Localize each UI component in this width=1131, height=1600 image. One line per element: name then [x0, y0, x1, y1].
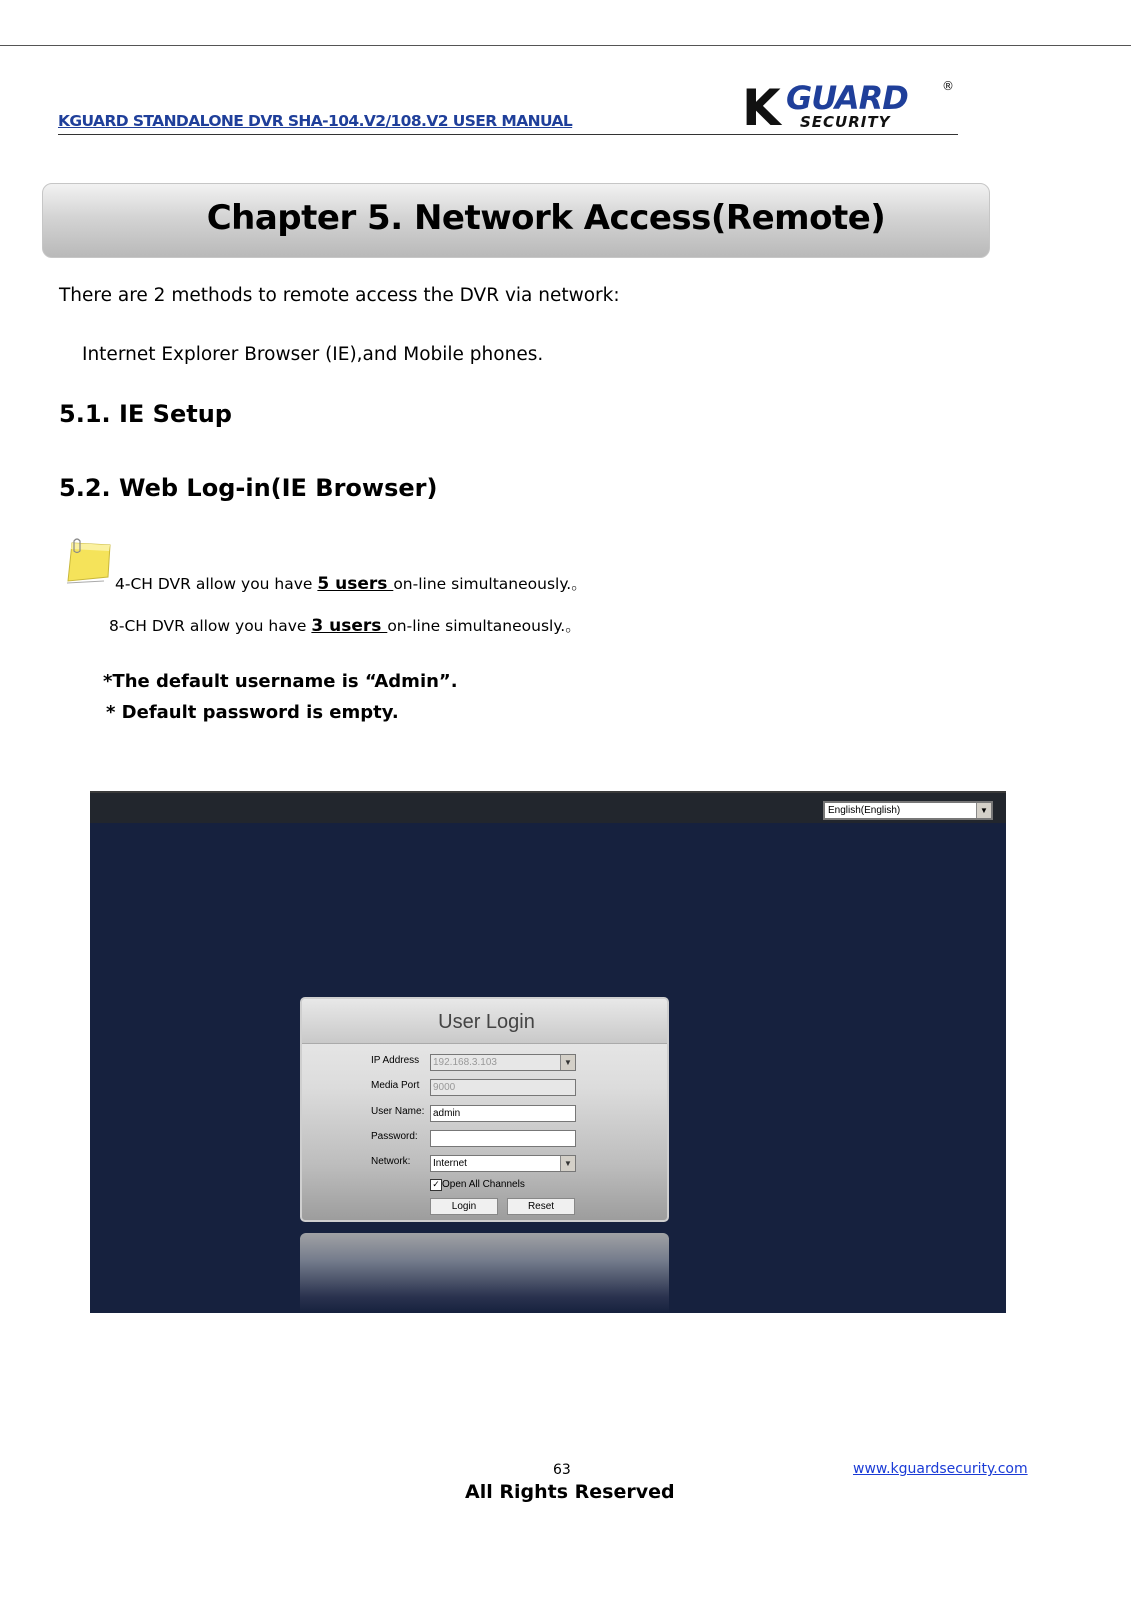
- chevron-down-icon[interactable]: ▼: [560, 1156, 575, 1171]
- logo-security: SECURITY: [800, 113, 891, 131]
- user-login-panel: [300, 997, 669, 1222]
- language-value: English(English): [828, 805, 901, 816]
- default-password-note: * Default password is empty.: [106, 702, 399, 723]
- note-4ch-pre: 4-CH DVR allow you have: [115, 575, 318, 593]
- user-name-field[interactable]: admin: [430, 1105, 576, 1122]
- sticky-note-icon: [64, 537, 114, 587]
- logo-guard: GUARD: [786, 79, 908, 117]
- chapter-title: Chapter 5. Network Access(Remote): [206, 198, 886, 238]
- network-label: Network:: [371, 1156, 411, 1167]
- login-panel-reflection: [300, 1233, 669, 1313]
- page-number: 63: [553, 1462, 571, 1478]
- note-4ch-post: on-line simultaneously.。: [393, 575, 587, 593]
- ip-address-field[interactable]: [430, 1054, 576, 1071]
- intro-line-1: There are 2 methods to remote access the DVR via network:: [59, 285, 620, 306]
- default-username-note: *The default username is “Admin”.: [103, 671, 458, 692]
- ip-address-label: IP Address: [371, 1055, 420, 1066]
- logo-k: K: [742, 79, 781, 137]
- note-8ch-post: on-line simultaneously.。: [387, 617, 581, 635]
- manual-title: KGUARD STANDALONE DVR SHA-104.V2/108.V2 USER MANUAL: [58, 112, 573, 130]
- note-4ch-users: 5 users: [317, 574, 394, 594]
- login-title: User Login: [438, 1011, 535, 1033]
- open-all-channels-label: Open All Channels: [442, 1179, 525, 1190]
- website-link[interactable]: www.kguardsecurity.com: [853, 1461, 1028, 1477]
- reset-button[interactable]: Reset: [507, 1198, 575, 1215]
- note-8ch-users: 3 users: [311, 616, 388, 636]
- intro-line-2: Internet Explorer Browser (IE),and Mobile phones.: [82, 344, 544, 365]
- network-select[interactable]: [430, 1155, 576, 1172]
- logo-registered: ®: [942, 79, 954, 93]
- chevron-down-icon[interactable]: ▼: [976, 803, 991, 818]
- media-port-label: Media Port: [371, 1080, 420, 1091]
- open-all-channels-checkbox[interactable]: ✓: [430, 1179, 442, 1191]
- dvr-login-screenshot: [90, 791, 1006, 1313]
- media-port-field[interactable]: 9000: [430, 1079, 576, 1096]
- network-value: Internet: [433, 1158, 467, 1169]
- password-label: Password:: [371, 1131, 418, 1142]
- ip-address-value: 192.168.3.103: [433, 1057, 497, 1068]
- note-line-4ch: [115, 572, 587, 594]
- login-button[interactable]: Login: [430, 1198, 498, 1215]
- section-heading-web-login: 5.2. Web Log-in(IE Browser): [59, 474, 438, 502]
- note-8ch-pre: 8-CH DVR allow you have: [109, 617, 312, 635]
- language-select[interactable]: [823, 801, 993, 820]
- top-rule: [0, 45, 1131, 46]
- note-line-8ch: [109, 614, 581, 636]
- password-field[interactable]: [430, 1130, 576, 1147]
- chevron-down-icon[interactable]: ▼: [560, 1055, 575, 1070]
- section-heading-ie-setup: 5.1. IE Setup: [59, 400, 232, 428]
- kguard-logo: [742, 79, 968, 137]
- user-name-label: User Name:: [371, 1106, 425, 1117]
- rights-text: All Rights Reserved: [465, 1481, 675, 1503]
